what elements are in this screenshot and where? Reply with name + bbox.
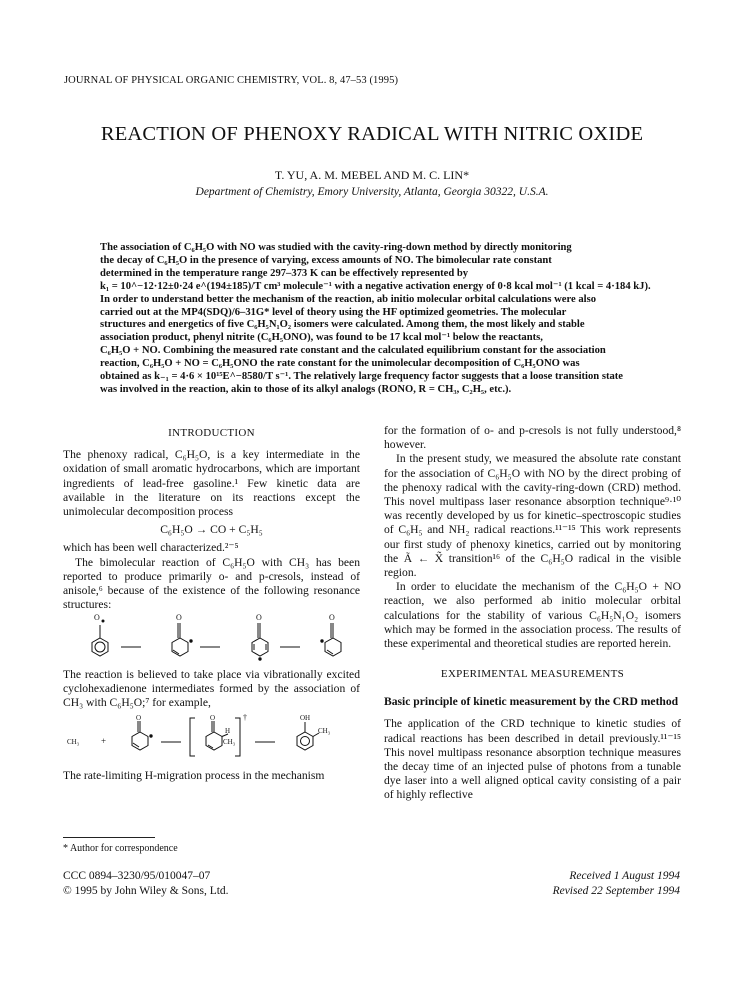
abstract-line: obtained as k₋₁ = 4·6 × 10¹⁵E^−8580/T s⁻¹. The relatively large frequency factor suggests that a loose transition state [100, 371, 623, 383]
abstract-line: k₁ = 10^−12·12±0·24 e^(194±185)/T cm³ molecule⁻¹ with a negative activation energy of 0·8 kcal mol⁻¹ (1 kcal = 4·184 kJ). [100, 280, 651, 292]
abstract-line: determined in the temperature range 297–373 K can be effectively represented by [100, 267, 469, 279]
left-column [63, 426, 360, 612]
journal-header: JOURNAL OF PHYSICAL ORGANIC CHEMISTRY, VOL. 8, 47–53 (1995) [64, 75, 399, 86]
copyright-block [63, 869, 229, 899]
resonance-structures-figure [63, 610, 360, 662]
svg-text:O: O [329, 613, 335, 622]
crd-subheading: Basic principle of kinetic measurement by the CRD method [384, 695, 679, 709]
svg-text:O: O [136, 714, 142, 722]
intro-paragraph-2: which has been well characterized.²⁻⁵ [63, 541, 239, 555]
svg-text:O: O [176, 613, 182, 622]
ccc-code: CCC 0894–3230/95/010047–07 [63, 870, 211, 882]
footnote: * Author for correspondence [63, 843, 178, 854]
intro-paragraph-5: The rate-limiting H-migration process in the mechanism [63, 769, 325, 782]
introduction-heading: INTRODUCTION [168, 427, 255, 439]
scheme-label: CH₃ [223, 738, 236, 746]
intro-paragraph-1: The phenoxy radical, C₆H₅O, is a key intermediate in the oxidation of small aromatic hydrocarbons, which are important ingredients of lead-free gasoline.¹ Few kinetic data are available in the literature on its reactions except the unimolecular decomposition process [63, 448, 360, 519]
revised-date: Revised 22 September 1994 [552, 885, 680, 897]
abstract-line: carried out at the MP4(SDQ)/6–31G* level of theory using the HF optimized geometries. The molecular [100, 306, 567, 318]
abstract-line: was involved in the reaction, akin to those of its alkyl analogs (RONO, R = CH₃, C₂H₅, etc.). [100, 383, 512, 395]
footnote-rule [63, 837, 155, 838]
abstract-line: the decay of C₆H₅O in the presence of varying, excess amounts of NO. The bimolecular rate constant [100, 254, 552, 266]
abstract-line: reaction, C₆H₅O + NO = C₆H₅ONO the rate constant for the unimolecular decomposition of C₆H₅ONO was [100, 358, 580, 370]
abstract-line: C₆H₅O + NO. Combining the measured rate constant and the calculated equilibrium constant for the association [100, 345, 606, 357]
abstract-line: association product, phenyl nitrite (C₆H₅ONO), was found to be 17 kcal mol⁻¹ below the reactants, [100, 332, 543, 344]
experimental-heading: EXPERIMENTAL MEASUREMENTS [440, 668, 625, 681]
abstract-line: In order to understand better the mechanism of the reaction, ab initio molecular orbital calculations were also [100, 293, 597, 305]
copyright: © 1995 by John Wiley & Sons, Ltd. [63, 885, 229, 897]
svg-text:O: O [210, 714, 216, 722]
dates-block [420, 869, 680, 899]
right-paragraph-1: for the formation of o- and p-cresols is not fully understood,⁸ however. [384, 424, 681, 452]
received-date: Received 1 August 1994 [569, 870, 680, 882]
right-paragraph-3: In order to elucidate the mechanism of the C₆H₅O + NO reaction, we also performed ab initio molecular orbital calculations for the stability of various C₆H₅N₁O₂ isomers which may be formed in the association process. The results of these experimental and theoretical studies are reported herein. [384, 580, 681, 651]
article-title: REACTION OF PHENOXY RADICAL WITH NITRIC OXIDE [100, 123, 644, 145]
affiliation: Department of Chemistry, Emory University, Atlanta, Georgia 30322, U.S.A. [195, 186, 549, 198]
scheme-label: † [243, 713, 247, 722]
right-paragraph-4: The application of the CRD technique to kinetic studies of radical reactions has been described in detail previously.¹¹⁻¹⁵ This novel multipass resonance absorption technique measures the decay time of an injected pulse of photons from a tunable dye laser into a well aligned optical cavity consisting of a pair of highly reflective [384, 717, 681, 802]
scheme-label: OH [300, 714, 311, 722]
scheme-label: CH₃ [318, 727, 331, 735]
right-paragraph-2: In the present study, we measured the absolute rate constant for the association of C₆H₅O with NO by the direct probing of the phenoxy radical with the cavity-ring-down (CRD) method. This novel multipass laser resonance absorption technique⁹·¹⁰ was recently developed by us for kinetic–spectroscopic studies of C₆H₅ and NH₂ radical reactions.¹¹⁻¹⁵ This work represents our first study of phenoxy kinetics, carried out by monitoring the Ã ← X̃ transition¹⁶ of the C₆H₅O radical in the visible region. [384, 452, 681, 580]
scheme-label: + [101, 736, 107, 746]
decomposition-equation: C₆H₅O → CO + C₅H₅ [160, 523, 263, 537]
authors: T. YU, A. M. MEBEL AND M. C. LIN* [274, 168, 470, 182]
left-column-end [63, 769, 360, 783]
svg-text:O: O [94, 613, 100, 622]
association-scheme-figure [63, 712, 360, 764]
abstract-line: structures and energetics of five C₆H₅N₁O₂ isomers were calculated. Among them, the most likely and stable [100, 319, 585, 331]
svg-text:O: O [256, 613, 262, 622]
intro-paragraph-3: The bimolecular reaction of C₆H₅O with CH₃ has been reported to produce primarily o- and p-cresols, instead of anisole,⁶ because of the existence of the following resonance structures: [63, 555, 360, 612]
intro-paragraph-4: The reaction is believed to take place via vibrationally excited cyclohexadienone intermediates formed by the association of CH₃ with C₆H₅O;⁷ for example, [63, 668, 360, 710]
abstract-line: The association of C₆H₅O with NO was studied with the cavity-ring-down method by directly monitoring [100, 242, 572, 253]
right-column [384, 424, 681, 803]
scheme-label: CH₃ [67, 738, 80, 746]
abstract [100, 242, 660, 397]
scheme-label: H [225, 727, 231, 735]
left-column-continued [63, 668, 360, 711]
